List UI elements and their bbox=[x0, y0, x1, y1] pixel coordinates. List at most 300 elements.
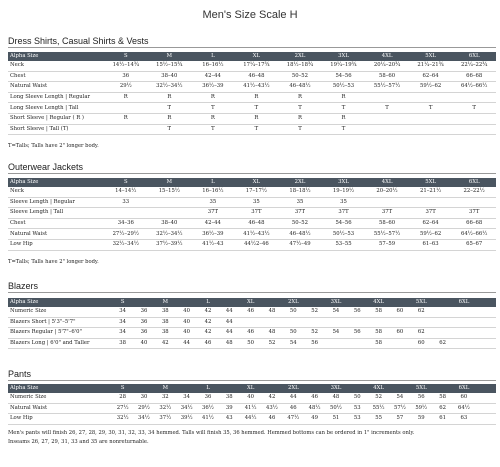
table-cell: 61–63 bbox=[409, 239, 453, 250]
table-cell: T bbox=[322, 124, 366, 135]
table-row bbox=[8, 229, 496, 240]
table-cell: 18–18½ bbox=[278, 187, 322, 197]
row-label: Long Sleeve Length | Regular bbox=[8, 92, 104, 103]
table-cell: 50 bbox=[283, 307, 304, 317]
table-cell bbox=[365, 113, 409, 124]
table-cell bbox=[365, 92, 409, 103]
table-cell: 32½ bbox=[155, 403, 176, 414]
table-cell: 61 bbox=[432, 414, 453, 425]
table-cell: 32½ bbox=[112, 414, 133, 425]
table-cell bbox=[148, 197, 192, 208]
table-cell: 38 bbox=[155, 328, 176, 339]
table-cell: 66–68 bbox=[452, 218, 496, 229]
table-row bbox=[8, 403, 496, 414]
table-cell: 5XL bbox=[411, 298, 432, 307]
table-cell bbox=[389, 384, 410, 393]
table-cell: 37T bbox=[409, 208, 453, 219]
table-cell: R bbox=[104, 113, 148, 124]
table-cell: 6XL bbox=[452, 178, 496, 187]
row-label: Neck bbox=[8, 187, 104, 197]
table-cell: 40 bbox=[133, 338, 154, 349]
table-cell: 46–48½ bbox=[278, 229, 322, 240]
table-cell: 35 bbox=[235, 197, 279, 208]
table-cell: T bbox=[235, 103, 279, 114]
table-cell bbox=[261, 384, 282, 393]
table-cell: 36½–39 bbox=[191, 229, 235, 240]
table-cell: 4XL bbox=[365, 178, 409, 187]
table-cell bbox=[475, 403, 496, 414]
table-cell: 62 bbox=[411, 328, 432, 339]
note-pants-2: Inseams 26, 27, 29, 31, 33 and 35 are nonreturnable. bbox=[8, 439, 149, 445]
section-divider bbox=[8, 173, 496, 174]
table-cell: R bbox=[235, 113, 279, 124]
table-cell: M bbox=[155, 298, 176, 307]
table-cell: XL bbox=[240, 384, 261, 393]
table-cell: 58 bbox=[432, 393, 453, 403]
table-cell bbox=[104, 208, 148, 219]
table-cell: 44 bbox=[176, 338, 197, 349]
table-cell bbox=[409, 124, 453, 135]
table-cell: 41½–43½ bbox=[235, 229, 279, 240]
table-cell: 41½–43½ bbox=[235, 82, 279, 93]
table-cell: 5XL bbox=[411, 384, 432, 393]
table-cell bbox=[475, 338, 496, 349]
table-cell: 54 bbox=[389, 393, 410, 403]
table-cell: 57–59 bbox=[365, 239, 409, 250]
table-cell: T bbox=[191, 103, 235, 114]
table-cell: R bbox=[191, 113, 235, 124]
table-cell: 58 bbox=[368, 338, 389, 349]
table-cell bbox=[432, 328, 453, 339]
table-cell bbox=[133, 298, 154, 307]
table-cell: 40 bbox=[176, 307, 197, 317]
table-cell: 37T bbox=[322, 208, 366, 219]
table-cell: XL bbox=[235, 178, 279, 187]
table-cell bbox=[304, 298, 325, 307]
table-cell: L bbox=[197, 298, 218, 307]
table-cell: 62 bbox=[432, 338, 453, 349]
table-row bbox=[8, 187, 496, 197]
table-cell: 5XL bbox=[409, 52, 453, 61]
table-cell bbox=[261, 298, 282, 307]
table-header-row bbox=[8, 52, 496, 61]
table-cell: 29½ bbox=[133, 403, 154, 414]
table-cell: 34 bbox=[112, 307, 133, 317]
table-cell: R bbox=[148, 92, 192, 103]
table-cell: 22¼–22¾ bbox=[452, 61, 496, 71]
table-cell: 56 bbox=[347, 328, 368, 339]
table-cell bbox=[389, 298, 410, 307]
table-cell: 39 bbox=[219, 403, 240, 414]
table-cell bbox=[219, 298, 240, 307]
table-cell: 48 bbox=[325, 393, 346, 403]
table-cell: 50 bbox=[283, 328, 304, 339]
table-cell bbox=[261, 317, 282, 328]
table-cell: 32½–34½ bbox=[148, 229, 192, 240]
table-outerwear bbox=[8, 178, 496, 251]
table-cell: 64½–66½ bbox=[452, 229, 496, 240]
table-cell: T bbox=[452, 103, 496, 114]
table-cell: 54 bbox=[283, 338, 304, 349]
table-cell bbox=[347, 384, 368, 393]
table-cell bbox=[104, 103, 148, 114]
table-header-row bbox=[8, 384, 496, 393]
table-row bbox=[8, 92, 496, 103]
table-cell: 43½ bbox=[261, 403, 282, 414]
table-cell: 56 bbox=[304, 338, 325, 349]
table-cell: 50½–53 bbox=[322, 229, 366, 240]
table-cell: 46 bbox=[197, 338, 218, 349]
table-cell: 32 bbox=[155, 393, 176, 403]
table-cell: 37T bbox=[278, 208, 322, 219]
row-label: Low Hip bbox=[8, 414, 112, 425]
table-cell: 55½–57½ bbox=[365, 82, 409, 93]
table-cell: 44½2–46 bbox=[235, 239, 279, 250]
table-cell: 16–16½ bbox=[191, 61, 235, 71]
table-cell: 63 bbox=[453, 414, 474, 425]
table-cell: T bbox=[278, 103, 322, 114]
table-cell: 2XL bbox=[283, 298, 304, 307]
table-cell bbox=[475, 393, 496, 403]
table-row bbox=[8, 328, 496, 339]
note-pants-1: Men's pants will finish 26, 27, 28, 29, 30, 31, 32, 33, 34 hemmed. Talls will finish 35, 36 hemmed. Hemmed bottoms can be ordered in 1" increments only. bbox=[8, 430, 415, 436]
table-cell: XL bbox=[235, 52, 279, 61]
table-cell: 38–40 bbox=[148, 218, 192, 229]
table-cell bbox=[347, 317, 368, 328]
table-cell bbox=[325, 317, 346, 328]
table-cell: 54 bbox=[325, 307, 346, 317]
table-cell: 46 bbox=[283, 403, 304, 414]
table-cell: 29½ bbox=[104, 82, 148, 93]
table-row bbox=[8, 414, 496, 425]
table-cell: 37T bbox=[191, 208, 235, 219]
table-cell bbox=[475, 384, 496, 393]
table-row bbox=[8, 393, 496, 403]
table-cell: 38 bbox=[219, 393, 240, 403]
table-cell bbox=[475, 414, 496, 425]
table-cell: 42 bbox=[197, 307, 218, 317]
table-cell bbox=[432, 298, 453, 307]
table-cell: 32½–34½ bbox=[148, 82, 192, 93]
table-cell: 30 bbox=[133, 393, 154, 403]
table-cell: 27½ bbox=[112, 403, 133, 414]
table-cell: 62 bbox=[411, 307, 432, 317]
row-label: Low Hip bbox=[8, 239, 104, 250]
table-cell: 57½ bbox=[389, 403, 410, 414]
table-cell bbox=[475, 307, 496, 317]
table-cell: 60 bbox=[389, 307, 410, 317]
table-cell bbox=[283, 317, 304, 328]
table-cell: 41½ bbox=[240, 403, 261, 414]
table-cell: 42–44 bbox=[191, 71, 235, 82]
section-divider bbox=[8, 380, 496, 381]
table-cell: T bbox=[235, 124, 279, 135]
table-cell: T bbox=[148, 124, 192, 135]
table-cell: 37T bbox=[452, 208, 496, 219]
row-label: Blazers Regular | 5'7"–6'0" bbox=[8, 328, 112, 339]
table-cell: 2XL bbox=[283, 384, 304, 393]
table-cell: 53–55 bbox=[322, 239, 366, 250]
table-cell bbox=[452, 92, 496, 103]
table-pants bbox=[8, 384, 496, 425]
table-cell: 48 bbox=[219, 338, 240, 349]
table-cell: 50½ bbox=[325, 403, 346, 414]
row-label: Blazers Long | 6'0" and Taller bbox=[8, 338, 112, 349]
table-cell: 47½–49 bbox=[278, 239, 322, 250]
table-cell: 46–48½ bbox=[278, 82, 322, 93]
table-row bbox=[8, 113, 496, 124]
table-cell bbox=[389, 317, 410, 328]
table-cell: R bbox=[191, 92, 235, 103]
table-cell: 21¼–21¾ bbox=[409, 61, 453, 71]
table-cell: 36 bbox=[104, 71, 148, 82]
row-label: Natural Waist bbox=[8, 82, 104, 93]
table-cell: R bbox=[104, 92, 148, 103]
table-cell: 48½ bbox=[304, 403, 325, 414]
table-cell bbox=[475, 317, 496, 328]
table-cell: 53 bbox=[347, 414, 368, 425]
table-cell: 46 bbox=[240, 328, 261, 339]
table-cell: 46 bbox=[240, 307, 261, 317]
table-cell bbox=[347, 338, 368, 349]
table-cell: 27½–29½ bbox=[104, 229, 148, 240]
table-cell: 44 bbox=[219, 317, 240, 328]
section-title-blazers: Blazers bbox=[8, 281, 39, 291]
table-row bbox=[8, 307, 496, 317]
table-cell bbox=[219, 384, 240, 393]
table-cell: 28 bbox=[112, 393, 133, 403]
table-cell: 44 bbox=[219, 328, 240, 339]
row-label: Long Sleeve Length | Tall bbox=[8, 103, 104, 114]
table-cell: L bbox=[191, 178, 235, 187]
table-cell: 22–22½ bbox=[452, 187, 496, 197]
table-cell bbox=[409, 113, 453, 124]
table-cell: 4XL bbox=[368, 384, 389, 393]
table-cell: 34½ bbox=[176, 403, 197, 414]
row-label: Blazers Short | 5'3"–5'7" bbox=[8, 317, 112, 328]
table-header-row bbox=[8, 298, 496, 307]
table-cell: 4XL bbox=[368, 298, 389, 307]
table-cell: 37½ bbox=[155, 414, 176, 425]
row-label: Neck bbox=[8, 61, 104, 71]
table-cell: 3XL bbox=[325, 384, 346, 393]
table-row bbox=[8, 61, 496, 71]
table-cell: 36½ bbox=[197, 403, 218, 414]
table-cell: 58 bbox=[368, 307, 389, 317]
table-cell: 46–48 bbox=[235, 218, 279, 229]
table-cell bbox=[347, 298, 368, 307]
table-cell: 50–52 bbox=[278, 218, 322, 229]
table-cell bbox=[148, 208, 192, 219]
table-cell: 35 bbox=[278, 197, 322, 208]
table-row bbox=[8, 218, 496, 229]
table-cell bbox=[475, 328, 496, 339]
table-cell: 17–17½ bbox=[235, 187, 279, 197]
section-title-outerwear: Outerwear Jackets bbox=[8, 162, 84, 172]
table-cell: 2XL bbox=[278, 178, 322, 187]
table-cell: L bbox=[191, 52, 235, 61]
table-row bbox=[8, 317, 496, 328]
table-cell: 4XL bbox=[365, 52, 409, 61]
table-cell: 44 bbox=[219, 307, 240, 317]
row-label: Chest bbox=[8, 218, 104, 229]
table-cell: S bbox=[112, 298, 133, 307]
row-label: Sleeve Length | Regular bbox=[8, 197, 104, 208]
table-cell: 62–64 bbox=[409, 218, 453, 229]
table-cell bbox=[176, 298, 197, 307]
table-cell: 44½ bbox=[240, 414, 261, 425]
table-row bbox=[8, 103, 496, 114]
table-cell: 62–64 bbox=[409, 71, 453, 82]
section-divider bbox=[8, 47, 496, 48]
table-cell bbox=[133, 384, 154, 393]
table-cell: R bbox=[278, 113, 322, 124]
table-cell: 57 bbox=[389, 414, 410, 425]
row-label: Short Sleeve | Regular ( R ) bbox=[8, 113, 104, 124]
table-cell: M bbox=[148, 52, 192, 61]
table-cell: 15–15½ bbox=[148, 187, 192, 197]
table-cell: 3XL bbox=[322, 52, 366, 61]
table-cell: 38 bbox=[155, 317, 176, 328]
table-cell: S bbox=[104, 52, 148, 61]
table-cell bbox=[389, 338, 410, 349]
table-cell: R bbox=[148, 113, 192, 124]
table-cell: T bbox=[409, 103, 453, 114]
table-cell: 6XL bbox=[453, 384, 474, 393]
table-cell: 41½ bbox=[197, 414, 218, 425]
table-cell: 50½–53 bbox=[322, 82, 366, 93]
row-label: Numeric Size bbox=[8, 393, 112, 403]
table-cell: 19¼–19¾ bbox=[322, 61, 366, 71]
table-cell bbox=[452, 124, 496, 135]
table-cell: 33 bbox=[104, 197, 148, 208]
table-cell: 40 bbox=[176, 328, 197, 339]
table-cell: S bbox=[112, 384, 133, 393]
row-label: Sleeve Length | Tall bbox=[8, 208, 104, 219]
table-cell bbox=[453, 307, 474, 317]
table-cell: 54–56 bbox=[322, 71, 366, 82]
table-cell bbox=[432, 317, 453, 328]
table-cell: 36 bbox=[133, 317, 154, 328]
table-cell: 36 bbox=[133, 328, 154, 339]
row-label: Natural Waist bbox=[8, 403, 112, 414]
section-title-shirts: Dress Shirts, Casual Shirts & Vests bbox=[8, 36, 149, 46]
table-row bbox=[8, 208, 496, 219]
table-shirts bbox=[8, 52, 496, 135]
table-cell: 3XL bbox=[325, 298, 346, 307]
table-cell: 42 bbox=[261, 393, 282, 403]
table-cell: 42 bbox=[155, 338, 176, 349]
table-cell: 14–14½ bbox=[104, 187, 148, 197]
table-cell: 34 bbox=[112, 317, 133, 328]
table-cell: 50 bbox=[240, 338, 261, 349]
row-label: Alpha Size bbox=[8, 384, 112, 393]
table-cell: 3XL bbox=[322, 178, 366, 187]
table-cell bbox=[453, 338, 474, 349]
row-label: Chest bbox=[8, 71, 104, 82]
table-cell: M bbox=[155, 384, 176, 393]
page-title: Men's Size Scale H bbox=[202, 9, 298, 21]
table-cell: 2XL bbox=[278, 52, 322, 61]
note-outerwear: T=Talls; Talls have 2" longer body. bbox=[8, 259, 99, 265]
table-cell bbox=[304, 384, 325, 393]
table-cell: 34 bbox=[112, 328, 133, 339]
table-cell: 42–44 bbox=[191, 218, 235, 229]
table-cell bbox=[453, 317, 474, 328]
table-cell: 55½ bbox=[368, 403, 389, 414]
table-row bbox=[8, 197, 496, 208]
table-cell bbox=[104, 124, 148, 135]
table-header-row bbox=[8, 178, 496, 187]
table-cell: 47½ bbox=[283, 414, 304, 425]
table-cell: 48 bbox=[261, 307, 282, 317]
table-cell: 59½–62 bbox=[409, 229, 453, 240]
table-cell: 20¼–20¾ bbox=[365, 61, 409, 71]
table-cell: 56 bbox=[411, 393, 432, 403]
table-cell: S bbox=[104, 178, 148, 187]
table-cell: T bbox=[148, 103, 192, 114]
table-cell: T bbox=[191, 124, 235, 135]
table-cell: 52 bbox=[304, 328, 325, 339]
table-row bbox=[8, 338, 496, 349]
table-cell bbox=[409, 197, 453, 208]
table-row bbox=[8, 71, 496, 82]
table-cell: 59½ bbox=[411, 403, 432, 414]
table-cell: M bbox=[148, 178, 192, 187]
table-cell bbox=[368, 317, 389, 328]
table-cell: 52 bbox=[261, 338, 282, 349]
table-cell: 56 bbox=[347, 307, 368, 317]
table-cell: 15½–15¾ bbox=[148, 61, 192, 71]
table-cell: 62 bbox=[432, 403, 453, 414]
table-cell: 16–16½ bbox=[191, 187, 235, 197]
table-cell: 39½ bbox=[176, 414, 197, 425]
table-cell: 58–60 bbox=[365, 218, 409, 229]
table-cell: 52 bbox=[304, 307, 325, 317]
table-cell: 46 bbox=[304, 393, 325, 403]
table-cell bbox=[409, 92, 453, 103]
table-cell: 42 bbox=[197, 328, 218, 339]
table-cell: 35 bbox=[191, 197, 235, 208]
note-shirts: T=Talls; Talls have 2" longer body. bbox=[8, 143, 99, 149]
table-cell: 46 bbox=[261, 414, 282, 425]
table-cell: 21–21½ bbox=[409, 187, 453, 197]
row-label: Numeric Size bbox=[8, 307, 112, 317]
table-cell: 34½ bbox=[133, 414, 154, 425]
table-cell: 60 bbox=[389, 328, 410, 339]
table-cell: 54–56 bbox=[322, 218, 366, 229]
table-cell: 43 bbox=[219, 414, 240, 425]
table-cell bbox=[453, 328, 474, 339]
table-cell: R bbox=[235, 92, 279, 103]
table-cell: 49 bbox=[304, 414, 325, 425]
table-cell: 60 bbox=[411, 338, 432, 349]
table-cell: R bbox=[278, 92, 322, 103]
table-cell: 46–48 bbox=[235, 71, 279, 82]
table-cell bbox=[365, 124, 409, 135]
table-cell bbox=[304, 317, 325, 328]
table-cell bbox=[432, 307, 453, 317]
table-cell: 36½–39 bbox=[191, 82, 235, 93]
table-cell: 54 bbox=[325, 328, 346, 339]
row-label: Short Sleeve | Tall (T) bbox=[8, 124, 104, 135]
row-label: Alpha Size bbox=[8, 52, 104, 61]
table-cell: L bbox=[197, 384, 218, 393]
row-label: Natural Waist bbox=[8, 229, 104, 240]
table-cell: T bbox=[322, 103, 366, 114]
table-cell: 37T bbox=[365, 208, 409, 219]
table-cell: 38–40 bbox=[148, 71, 192, 82]
